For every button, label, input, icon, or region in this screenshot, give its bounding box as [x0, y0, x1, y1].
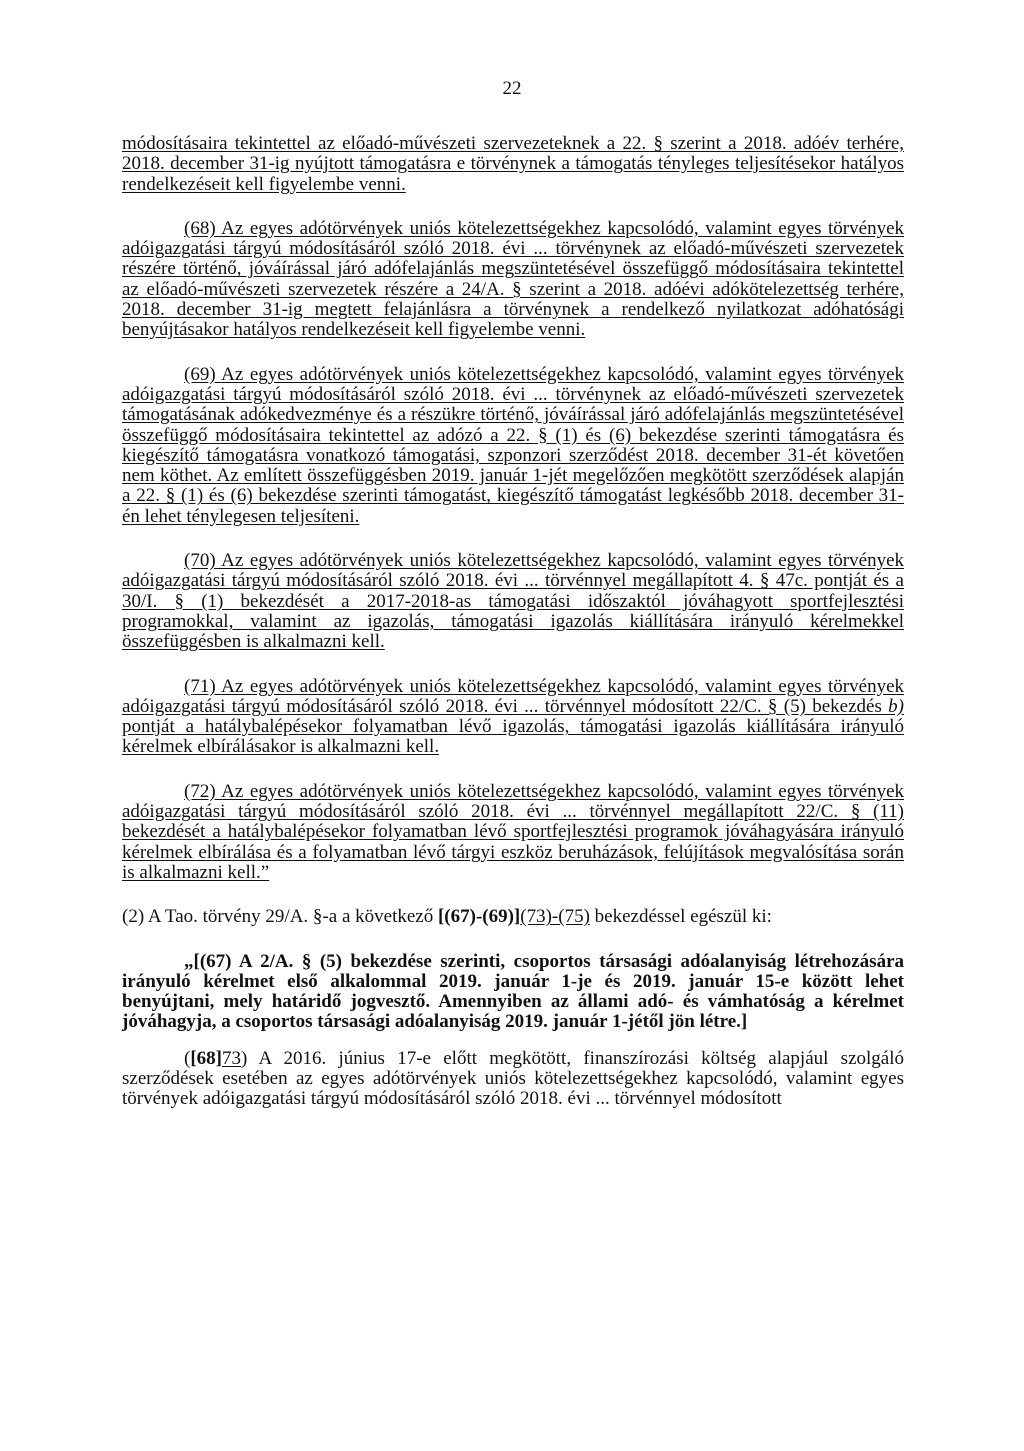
paragraph-72: (72) Az egyes adótörvények uniós kötelezettségekhez kapcsolódó, valamint egyes törvények adóigazgatási tárgyú módosításáról szóló 2018. évi ... törvénnyel megállapított 22/C. § (11) bekezdését a hatálybalépésekor folyamatban lévő sportfejlesztési programok jóváhagyására irányuló kérelmek elbírálása és a folyamatban lévő tárgyi eszköz beruházások, felújítások megvalósítása során is alkalmazni kell.” [122, 780, 904, 883]
paragraph-71-text-b: pontját a hatálybalépésekor folyamatban lévő igazolás, támogatási igazolás kiállítására irányuló kérelmek elbírálásakor is alkalmazni kell. [122, 716, 904, 758]
amendment-2-deleted-range: [(67)-(69)] [437, 906, 521, 928]
paragraph-73-deleted-number: [68] [190, 1047, 222, 1069]
paragraph-73-text: ) A 2016. június 17-e előtt megkötött, finanszírozási költség alapjául szolgáló szerződések esetében az egyes adótörvények uniós kötelezettségekhez kapcsolódó, valamint egyes törvények adóigazgatási tárgyú módosításáról szóló 2018. évi ... törvénnyel módosított [122, 1047, 904, 1110]
paragraph-69: (69) Az egyes adótörvények uniós kötelezettségekhez kapcsolódó, valamint egyes törvények adóigazgatási tárgyú módosításáról szóló 2018. évi ... törvénynek az előadó-művészeti szervezetek támogatásának adókedvezménye és a részükre történő, jóváírással járó adófelajánlás megszüntetésével összefüggő módosításaira tekintettel az adózó a 22. § (1) és (6) bekezdése szerinti támogatásra és kiegészítő támogatásra vonatkozó támogatási, szponzori szerződést 2018. december 31-ét követően nem köthet. Az említett összefüggésben 2019. január 1-jét megelőzően megkötött szerződések alapján a 22. § (1) és (6) bekezdése szerinti támogatást, kiegészítő támogatást legkésőbb 2018. december 31-én lehet ténylegesen teljesíteni. [122, 363, 904, 527]
paragraph-71-text-a: (71) Az egyes adótörvények uniós kötelezettségekhez kapcsolódó, valamint egyes törvények adóigazgatási tárgyú módosításáról szóló 2018. évi ... törvénnyel módosított 22/C. § (5) bekezdés [122, 675, 904, 717]
amendment-2-inserted-range: (73)-(75) [520, 906, 590, 928]
paragraph-71 [122, 677, 904, 758]
paragraph-68: (68) Az egyes adótörvények uniós kötelezettségekhez kapcsolódó, valamint egyes törvények adóigazgatási tárgyú módosításáról szóló 2018. évi ... törvénynek az előadó-művészeti szervezetek részére történő, jóváírással járó adófelajánlás megszüntetésével összefüggő módosításaira tekintettel az előadó-művészeti szervezetek részére a 24/A. § szerint a 2018. adóévi adókötelezettség terhére, 2018. december 31-ig megtett felajánlásra a törvénynek a rendelkező nyilatkozat adóhatósági benyújtásakor hatályos rendelkezéseit kell figyelembe venni. [122, 217, 904, 341]
paragraph-71-italic-point: b) [888, 695, 904, 717]
amendment-2-text-b: bekezdéssel egészül ki: [589, 906, 772, 928]
amendment-2-text-a: (2) A Tao. törvény 29/A. §-a a következő [122, 906, 438, 928]
paragraph-amendment-2 [122, 907, 904, 927]
document-body [122, 134, 904, 1110]
paragraph-67-deleted: „[(67) A 2/A. § (5) bekezdése szerinti, csoportos társasági adóalanyiság létrehozására irányuló kérelmet első alkalommal 2019. január 1-je és 2019. január 15-e között lehet benyújtani, mely határidő jogvesztő. Amennyiben az állami adó- és vámhatóság a kérelmet jóváhagyja, a csoportos társasági adóalanyiság 2019. január 1-jétől jön létre.] [122, 950, 904, 1033]
paragraph-73-inserted-number: 73 [221, 1047, 241, 1069]
paragraph-70: (70) Az egyes adótörvények uniós kötelezettségekhez kapcsolódó, valamint egyes törvények adóigazgatási tárgyú módosításáról szóló 2018. évi ... törvénnyel megállapított 4. § 47c. pontját és a 30/I. § (1) bekezdését a 2017-2018-as támogatási időszaktól jóváhagyott sportfejlesztési programokkal, valamint az igazolás, támogatási igazolás kiállítására irányuló kérelmekkel összefüggésben is alkalmazni kell. [122, 550, 904, 653]
paragraph-continuation: módosításaira tekintettel az előadó-művészeti szervezeteknek a 22. § szerint a 2018. adóév terhére, 2018. december 31-ig nyújtott támogatásra e törvénynek a támogatás tényleges teljesítésekor hatályos rendelkezéseit kell figyelembe venni. [122, 133, 904, 195]
page-number: 22 [502, 78, 522, 99]
paragraph-73 [122, 1049, 904, 1110]
paragraph-73-open: ( [184, 1047, 191, 1069]
